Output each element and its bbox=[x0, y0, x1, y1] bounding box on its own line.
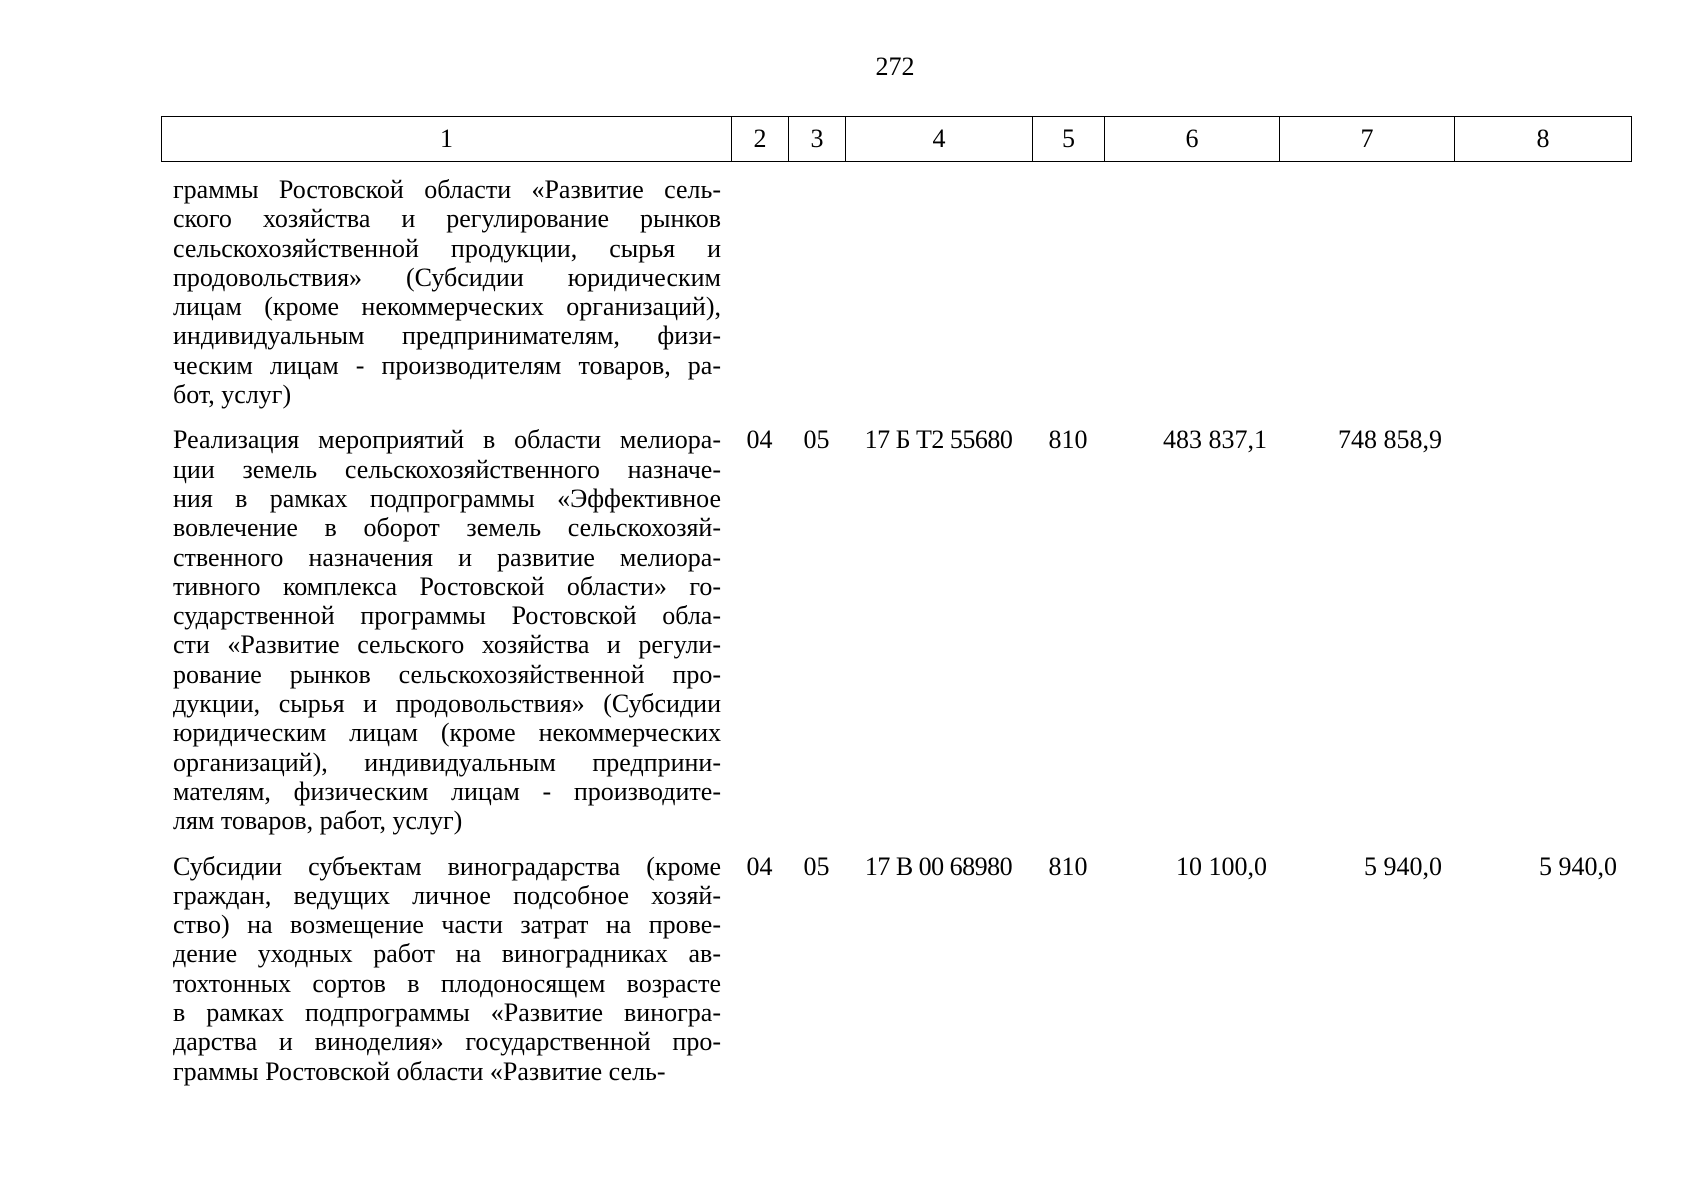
table-row bbox=[161, 425, 1631, 835]
description-line: тивного комплекса Ростовской области» го- bbox=[173, 571, 721, 601]
description-line: ственного назначения и развитие мелиора- bbox=[173, 542, 721, 572]
row-expense-type: 810 bbox=[1048, 425, 1088, 455]
row-target-article: 17 Б Т2 55680 bbox=[864, 425, 1013, 455]
description-line: вовлечение в оборот земель сельскохозяй- bbox=[173, 513, 721, 543]
description-line: ского хозяйства и регулирование рынков bbox=[173, 204, 721, 234]
row-target-article: 17 В 00 68980 bbox=[864, 851, 1013, 881]
description-line: сти «Развитие сельского хозяйства и регули- bbox=[173, 630, 721, 660]
description-line: ния в рамках подпрограммы «Эффективное bbox=[173, 483, 721, 513]
row-amount-col-7: 5 940,0 bbox=[1364, 851, 1442, 881]
description-line: рование рынков сельскохозяйственной про- bbox=[173, 659, 721, 689]
header-col-2: 2 bbox=[732, 117, 789, 162]
description-line: ции земель сельскохозяйственного назначе- bbox=[173, 454, 721, 484]
description-line: дукции, сырья и продовольствия» (Субсидии bbox=[173, 689, 721, 719]
row-section-code: 04 bbox=[746, 425, 773, 455]
description-line: сельскохозяйственной продукции, сырья и bbox=[173, 233, 721, 263]
header-col-7: 7 bbox=[1280, 117, 1455, 162]
description-line: мателям, физическим лицам - производите- bbox=[173, 776, 721, 806]
description-line: сударственной программы Ростовской обла- bbox=[173, 601, 721, 631]
row-description bbox=[161, 175, 731, 409]
description-line: продовольствия» (Субсидии юридическим bbox=[173, 262, 721, 292]
column-number-header bbox=[161, 116, 1632, 162]
row-subsection-code: 05 bbox=[803, 425, 830, 455]
description-line: ство) на возмещение части затрат на прове- bbox=[173, 910, 721, 940]
description-line: организаций), индивидуальным предприни- bbox=[173, 747, 721, 777]
page-number: 272 bbox=[875, 52, 915, 81]
header-col-3: 3 bbox=[789, 117, 846, 162]
description-line: Субсидии субъектам виноградарства (кроме bbox=[173, 851, 721, 881]
description-line: дение уходных работ на виноградниках ав- bbox=[173, 939, 721, 969]
description-line: индивидуальным предпринимателям, физи- bbox=[173, 321, 721, 351]
description-line: граждан, ведущих личное подсобное хозяй- bbox=[173, 880, 721, 910]
table-row bbox=[161, 852, 1631, 1086]
row-subsection-code: 05 bbox=[803, 851, 830, 881]
row-amount-col-8: 5 940,0 bbox=[1539, 851, 1617, 881]
description-line: дарства и виноделия» государственной про- bbox=[173, 1027, 721, 1057]
description-line: бот, услуг) bbox=[173, 380, 292, 410]
row-amount-col-6: 10 100,0 bbox=[1176, 851, 1267, 881]
row-amount-col-6: 483 837,1 bbox=[1163, 425, 1267, 455]
header-col-5: 5 bbox=[1033, 117, 1105, 162]
table-body bbox=[161, 175, 1631, 1102]
row-expense-type: 810 bbox=[1048, 851, 1088, 881]
description-line: юридическим лицам (кроме некоммерческих bbox=[173, 718, 721, 748]
row-description bbox=[161, 425, 731, 835]
description-line: тохтонных сортов в плодоносящем возрасте bbox=[173, 968, 721, 998]
row-amount-col-7: 748 858,9 bbox=[1338, 425, 1442, 455]
description-line: граммы Ростовской области «Развитие сель- bbox=[173, 175, 721, 204]
table-row bbox=[161, 175, 1631, 409]
header-col-4: 4 bbox=[846, 117, 1033, 162]
header-col-6: 6 bbox=[1105, 117, 1280, 162]
row-section-code: 04 bbox=[746, 851, 773, 881]
description-line: граммы Ростовской области «Развитие сель- bbox=[173, 1056, 666, 1086]
header-col-8: 8 bbox=[1455, 117, 1632, 162]
description-line: в рамках подпрограммы «Развитие виногра- bbox=[173, 998, 721, 1028]
row-description bbox=[161, 852, 731, 1086]
header-col-1: 1 bbox=[162, 117, 732, 162]
description-line: ческим лицам - производителям товаров, ра- bbox=[173, 350, 721, 380]
description-line: Реализация мероприятий в области мелиора- bbox=[173, 425, 721, 455]
description-line: лицам (кроме некоммерческих организаций), bbox=[173, 292, 721, 322]
description-line: лям товаров, работ, услуг) bbox=[173, 806, 463, 836]
